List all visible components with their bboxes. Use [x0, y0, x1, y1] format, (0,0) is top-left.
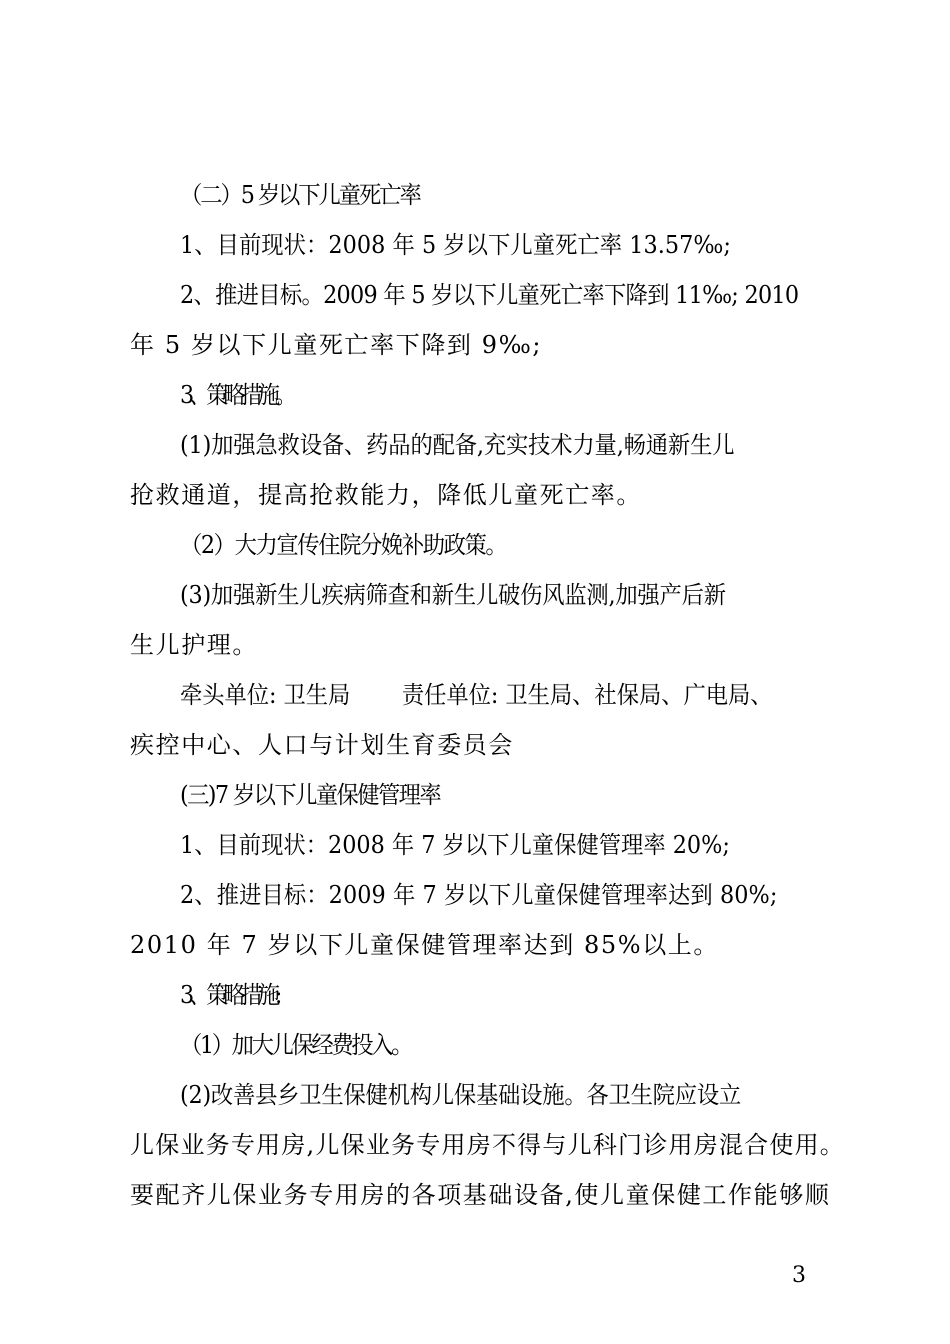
text-line: 1、目前现状：2008 年 5 岁以下儿童死亡率 13.57‰;	[180, 231, 731, 259]
text-line: 牵头单位: 卫生局 责任单位: 卫生局、社保局、广电局、	[180, 681, 773, 709]
page-number: 3	[792, 1263, 806, 1288]
section-heading-under5-mortality: （二）5 岁以下儿童死亡率	[180, 181, 420, 209]
text-line: 3、策略措施:	[180, 981, 278, 1009]
text-line: 2010 年 7 岁以下儿童保健管理率达到 85%以上。	[130, 931, 720, 959]
text-line: (2)改善县乡卫生保健机构儿保基础设施。各卫生院应设立	[180, 1081, 742, 1109]
text-line: 3、策略措施。	[180, 381, 293, 409]
text-line: (1)加强急救设备、药品的配备,充实技术力量,畅通新生儿	[180, 431, 735, 459]
text-line: 生儿护理。	[130, 631, 258, 659]
text-line: 2、推进目标：2009 年 7 岁以下儿童保健管理率达到 80%;	[180, 881, 778, 909]
text-line: 2、推进目标。2009 年 5 岁以下儿童死亡率下降到 11‰; 2010	[180, 281, 799, 309]
text-line: （1）加大儿保经费投入。	[180, 1031, 412, 1059]
text-line: （2）大力宣传住院分娩补助政策。	[180, 531, 507, 559]
text-line: 抢救通道，提高抢救能力，降低儿童死亡率。	[130, 481, 642, 509]
text-line: (3)加强新生儿疾病筛查和新生儿破伤风监测,加强产后新	[180, 581, 726, 609]
text-line: 1、目前现状：2008 年 7 岁以下儿童保健管理率 20%;	[180, 831, 730, 859]
text-line: 疾控中心、人口与计划生育委员会	[130, 731, 514, 759]
section-heading-under7-health-management: (三)7 岁以下儿童保健管理率	[180, 781, 441, 809]
text-line: 年 5 岁以下儿童死亡率下降到 9‰;	[130, 331, 543, 359]
text-line: 儿保业务专用房,儿保业务专用房不得与儿科门诊用房混合使用。	[130, 1131, 846, 1159]
text-line: 要配齐儿保业务专用房的各项基础设备,使儿童保健工作能够顺	[130, 1181, 831, 1209]
